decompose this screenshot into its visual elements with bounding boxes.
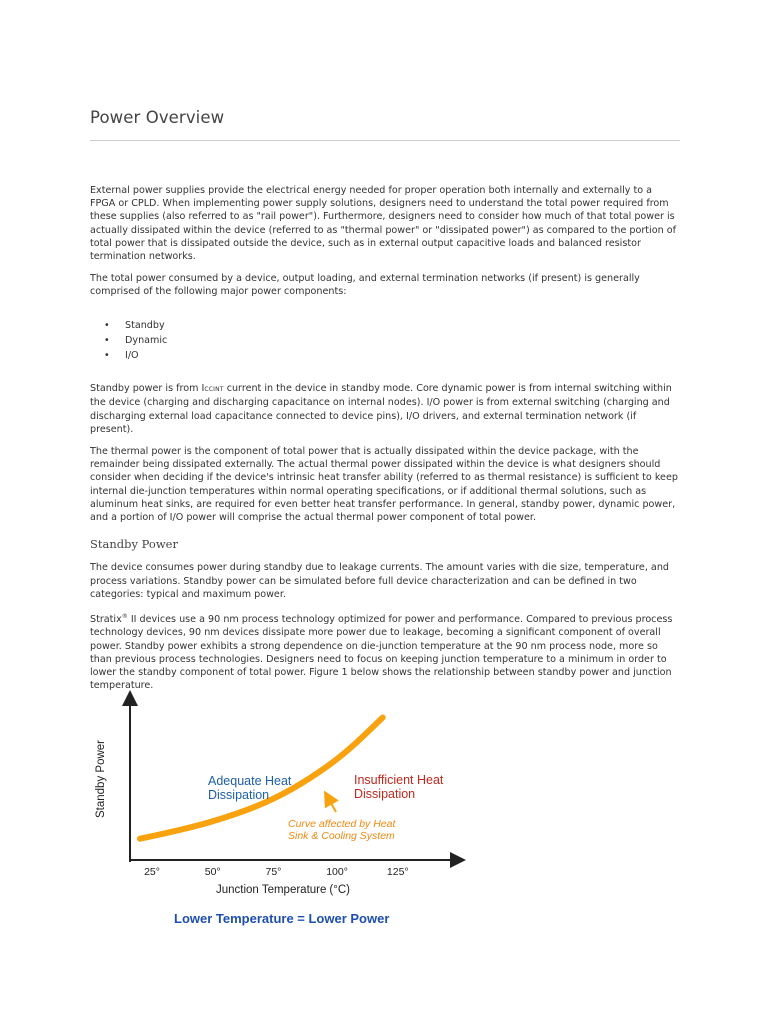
figure-caption: Lower Temperature = Lower Power — [174, 911, 390, 926]
list-item: • Dynamic — [104, 334, 168, 346]
page-title: Power Overview — [90, 108, 225, 127]
curve-note-line-2: Sink & Cooling System — [288, 830, 395, 842]
registered-mark: ® — [121, 613, 128, 621]
x-tick-label: 25° — [144, 866, 160, 878]
intro-paragraph-2: The total power consumed by a device, output loading, and external termination networks (if present) is generally comprised of the following major power components: — [90, 273, 640, 298]
section-heading-standby-power: Standby Power — [90, 537, 178, 552]
insufficient-heat-label: Insufficient Heat — [354, 773, 444, 787]
x-tick-label: 50° — [204, 866, 221, 878]
standby-paragraph-1: The device consumes power during standby due to leakage currents. The amount varies with die size, temperature, and process variations. Standby power can be simulated before full device characterization and can be defined in two categories: typical and maximum power. — [90, 562, 669, 600]
y-axis-label: Standby Power — [95, 740, 107, 818]
title-divider — [90, 140, 680, 141]
article-body — [90, 184, 680, 701]
adequate-heat-label: Adequate Heat — [208, 774, 292, 788]
x-tick-labels — [144, 866, 409, 878]
intro-paragraph-1: External power supplies provide the electrical energy needed for proper operation both internally and externally to a FPGA or CPLD. When implementing power supply solutions, designers need to understand the total power required from these supplies (also referred to as "rail power"). Furthermore, designers need to consider how much of that total power is actually dissipated within the device (referred to as "thermal power" or "dissipated power") as compared to the portion of total power that is dissipated outside the device, such as in external output capacitive loads and balanced resistor termination networks. — [90, 185, 676, 263]
power-components-list — [90, 319, 680, 363]
x-tick-label: 125° — [386, 866, 409, 878]
bullet-icon: • — [104, 350, 110, 362]
adequate-dissipation-label: Dissipation — [208, 788, 270, 802]
standby-overview-paragraph: Standby power is from ICCINT current in the device in standby mode. Core dynamic power is from internal switching within the device (charging and discharging capacitance on internal nodes). I/O power is from external switching (charging and discharging external load capacitance connected to device pins), I/O drivers, and external termination network (if present). — [90, 383, 672, 435]
bullet-icon: • — [104, 319, 110, 331]
bullet-icon: • — [104, 334, 110, 346]
stratix-paragraph: Stratix® II devices use a 90 nm process technology optimized for power and performance. Compared to previous process technology devices, 90 nm devices dissipate more power due to leakage, becoming a significant component of overall power. Standby power exhibits a strong dependence on die-junction temperature at the 90 nm process node, more so than previous process technologies. Designers need to focus on keeping junction temperature to a minimum in order to lower the standby component of total power. Figure 1 below shows the relationship between standby power and junction temperature. — [90, 613, 673, 692]
icc-subscript: CCINT — [204, 386, 224, 394]
x-axis-label: Junction Temperature (°C) — [216, 884, 350, 896]
insufficient-dissipation-label: Dissipation — [354, 787, 416, 801]
note-arrow — [326, 794, 336, 812]
curve-note-line-1: Curve affected by Heat — [288, 818, 396, 830]
list-item: • I/O — [104, 350, 139, 362]
thermal-power-paragraph: The thermal power is the component of total power that is actually dissipated within the device package, with the remainder being dissipated externally. The actual thermal power dissipated within the device is what designers should consider when deciding if the device's intrinsic heat transfer ability (referred to as thermal resistance) is sufficient to keep internal die-junction temperatures within normal operating specifications, or if additional thermal solutions, such as aluminum heat sinks, are required for even better heat transfer performance. In general, standby power, dynamic power, and a portion of I/O power will comprise the actual thermal power component of total power. — [90, 446, 678, 524]
x-tick-label: 100° — [326, 866, 348, 878]
x-tick-label: 75° — [265, 866, 282, 878]
standby-power-figure — [90, 690, 490, 930]
list-item: • Standby — [104, 319, 165, 331]
